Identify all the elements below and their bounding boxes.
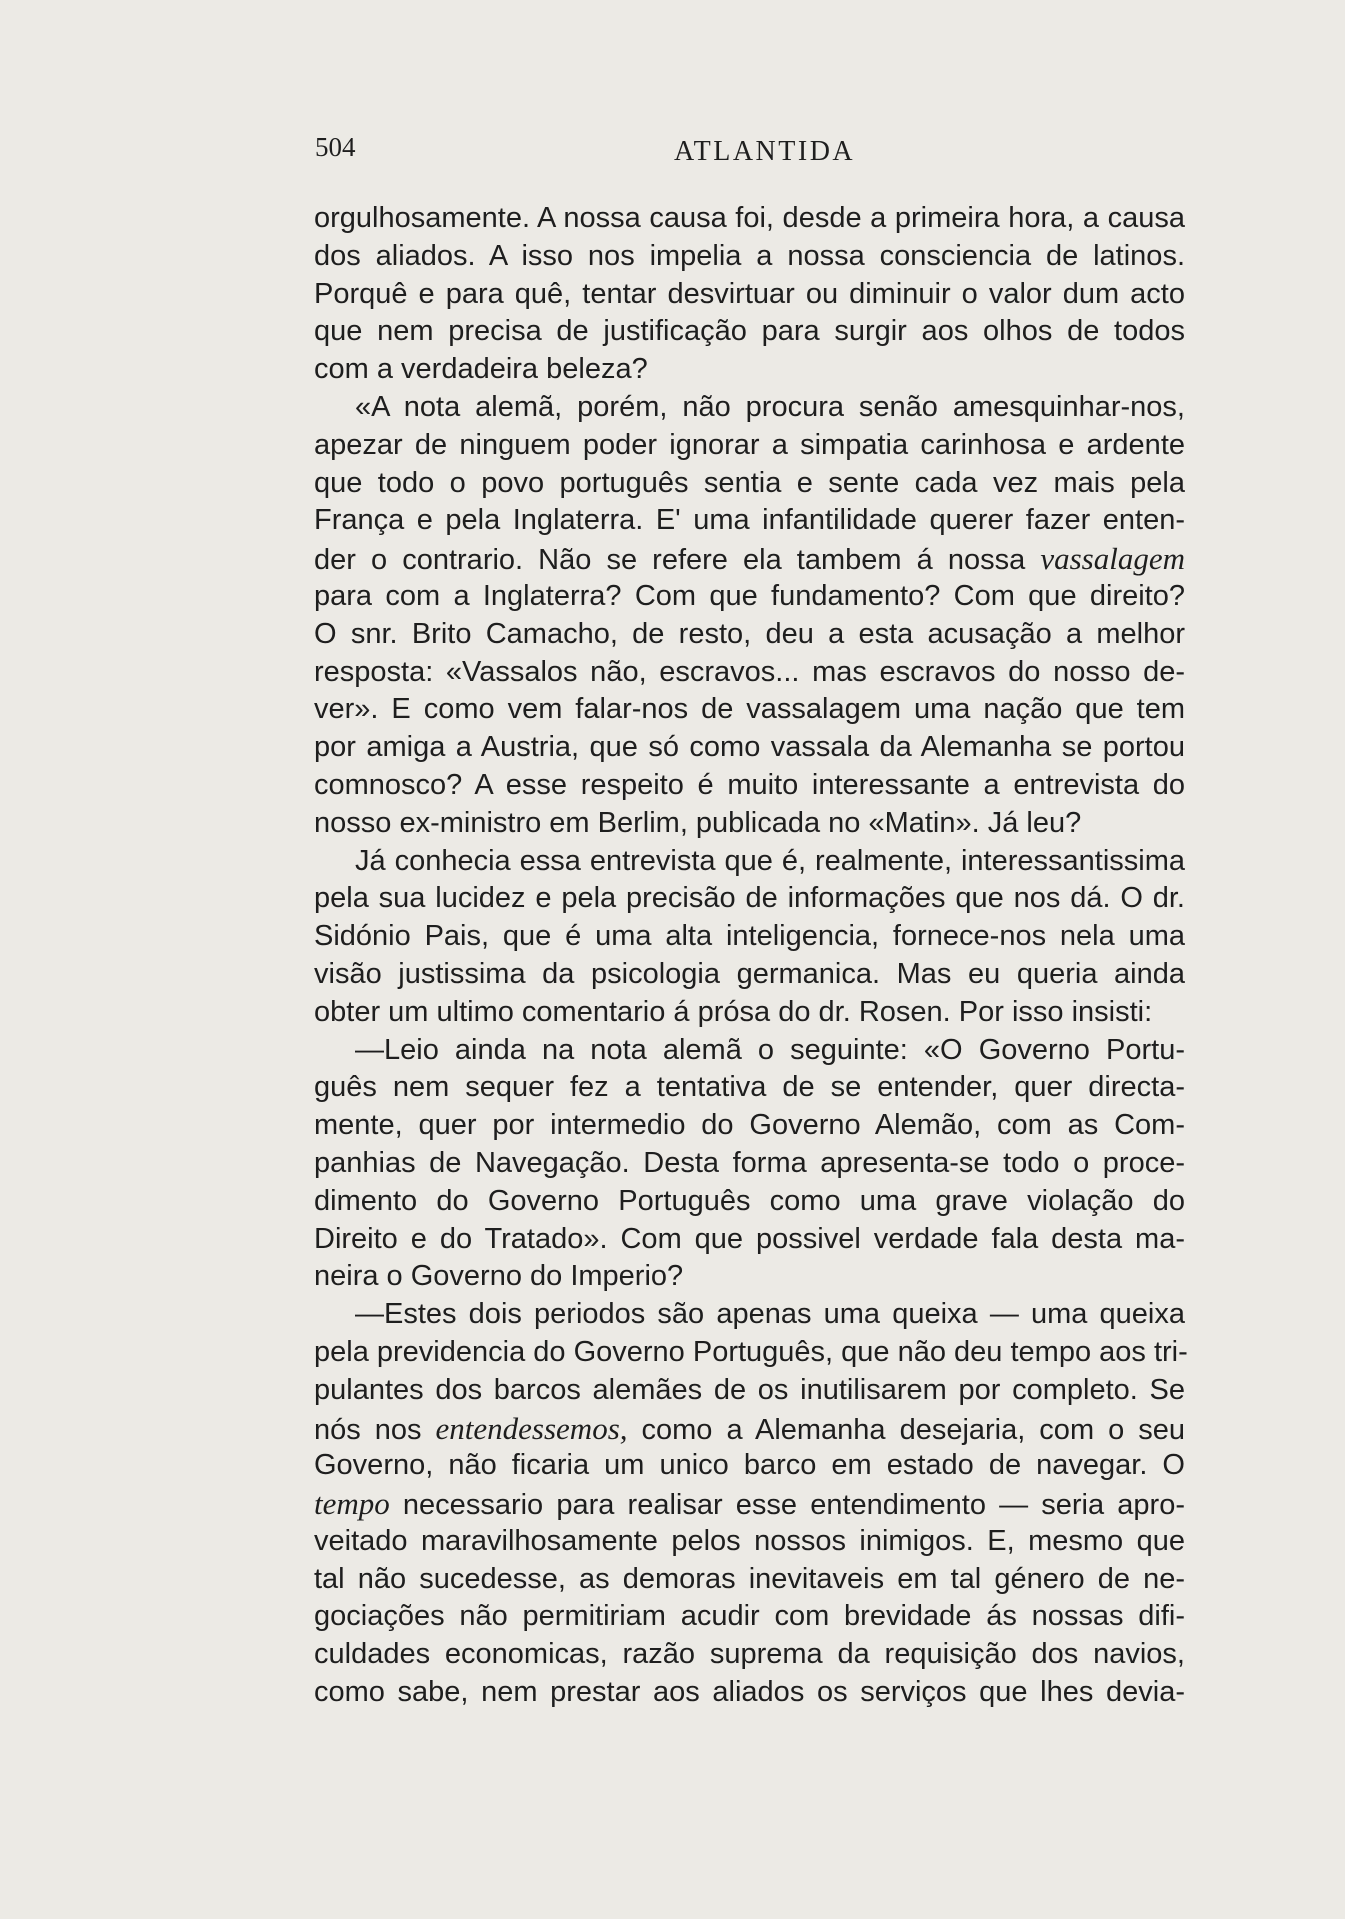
- text-line: O snr. Brito Camacho, de resto, deu a esta acusação a melhor: [314, 617, 1185, 650]
- text-line: visão justissima da psicologia germanica. Mas eu queria ainda: [314, 957, 1185, 990]
- text-line: neira o Governo do Imperio?: [314, 1260, 684, 1293]
- text-line: para com a Inglaterra? Com que fundamento? Com que direito?: [314, 579, 1185, 612]
- text-line: «A nota alemã, porém, não procura senão amesquinhar-nos,: [355, 390, 1185, 423]
- page-number: 504: [315, 132, 356, 162]
- text-line: apezar de ninguem poder ignorar a simpatia carinhosa e ardente: [314, 428, 1185, 461]
- text-line: gociações não permitiriam acudir com brevidade ás nossas difi-: [314, 1600, 1185, 1633]
- text-segment: necessario para realisar esse entendimento — seria apro-: [389, 1489, 1185, 1522]
- text-line: resposta: «Vassalos não, escravos... mas escravos do nosso de-: [314, 655, 1185, 688]
- text-line: dos aliados. A isso nos impelia a nossa consciencia de latinos.: [314, 239, 1185, 272]
- text-line: Direito e do Tratado». Com que possivel verdade fala desta ma-: [314, 1222, 1185, 1255]
- text-line: orgulhosamente. A nossa causa foi, desde a primeira hora, a causa: [314, 202, 1185, 234]
- text-line: França e pela Inglaterra. E' uma infantilidade querer fazer enten-: [314, 504, 1185, 537]
- text-line: que todo o povo português sentia e sente cada vez mais pela: [314, 466, 1185, 499]
- text-line: [314, 1485, 1185, 1523]
- text-line: ver». E como vem falar-nos de vassalagem uma nação que tem: [314, 693, 1185, 726]
- text-line: culdades economicas, razão suprema da requisição dos navios,: [314, 1638, 1185, 1671]
- text-line: com a verdadeira beleza?: [314, 353, 648, 386]
- italic-text: entendessemos,: [435, 1410, 628, 1446]
- running-title: ATLANTIDA: [674, 136, 856, 167]
- italic-text: vassalagem: [1040, 541, 1185, 577]
- text-line: nosso ex-ministro em Berlim, publicada no «Matin». Já leu?: [314, 806, 1082, 839]
- text-segment: como a Alemanha desejaria, com o seu: [627, 1413, 1185, 1446]
- text-line: panhias de Navegação. Desta forma apresenta-se todo o proce-: [314, 1146, 1185, 1179]
- text-line: Já conhecia essa entrevista que é, realmente, interessantissima: [355, 844, 1185, 877]
- text-segment: der o contrario. Não se refere ela tambem á nossa: [314, 544, 1041, 577]
- text-line: Porquê e para quê, tentar desvirtuar ou diminuir o valor dum acto: [314, 277, 1185, 310]
- page-header: [312, 128, 1192, 178]
- text-line: veitado maravilhosamente pelos nossos inimigos. E, mesmo que: [314, 1524, 1185, 1557]
- text-line: —Estes dois periodos são apenas uma queixa — uma queixa: [355, 1298, 1185, 1331]
- text-line: Governo, não ficaria um unico barco em estado de navegar. O: [314, 1449, 1185, 1482]
- text-line: pela previdencia do Governo Português, que não deu tempo aos tri-: [314, 1335, 1188, 1368]
- text-line: pulantes dos barcos alemães de os inutilisarem por completo. Se: [314, 1373, 1185, 1406]
- text-line: dimento do Governo Português como uma grave violação do: [314, 1184, 1185, 1217]
- text-line: mente, quer por intermedio do Governo Alemão, com as Com-: [314, 1109, 1185, 1142]
- text-line: obter um ultimo comentario á prósa do dr. Rosen. Por isso insisti:: [314, 995, 1153, 1028]
- text-line: por amiga a Austria, que só como vassala da Alemanha se portou: [314, 731, 1185, 764]
- text-line: que nem precisa de justificação para surgir aos olhos de todos: [314, 315, 1185, 348]
- text-line: pela sua lucidez e pela precisão de informações que nos dá. O dr.: [314, 882, 1185, 915]
- text-line: como sabe, nem prestar aos aliados os serviços que lhes devia-: [314, 1676, 1185, 1709]
- italic-text: tempo: [314, 1486, 390, 1522]
- text-line: tal não sucedesse, as demoras inevitaveis em tal género de ne-: [314, 1562, 1185, 1595]
- text-line: [314, 540, 1185, 578]
- text-segment: nós nos: [314, 1413, 436, 1446]
- text-line: Sidónio Pais, que é uma alta inteligencia, fornece-nos nela uma: [314, 920, 1185, 953]
- body-text: [314, 200, 1188, 1712]
- text-line: —Leio ainda na nota alemã o seguinte: «O Governo Portu-: [355, 1033, 1185, 1066]
- text-line: comnosco? A esse respeito é muito interessante a entrevista do: [314, 768, 1185, 801]
- text-line: guês nem sequer fez a tentativa de se entender, quer directa-: [314, 1071, 1185, 1104]
- text-line: [314, 1410, 1185, 1448]
